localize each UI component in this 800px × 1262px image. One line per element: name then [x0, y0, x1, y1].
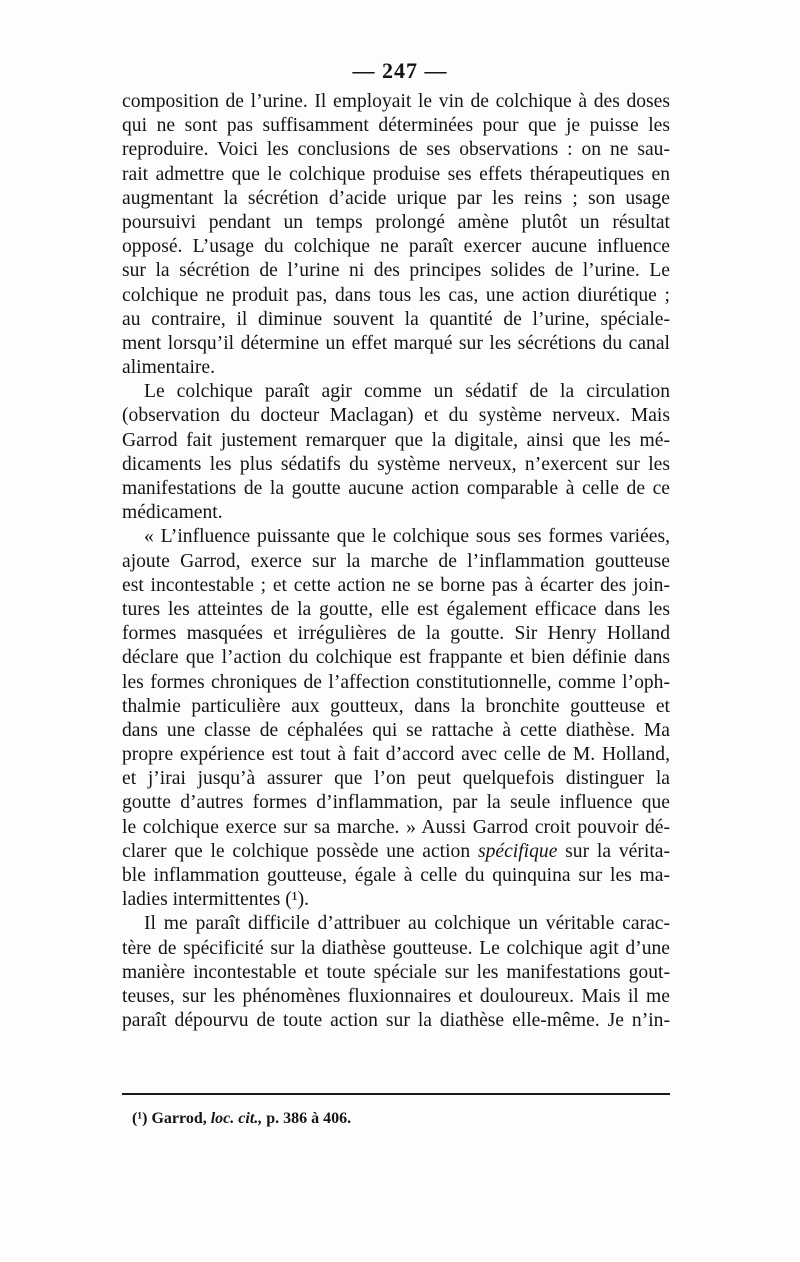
- text-line: Garrod fait justement remarquer que la digitale, ainsi que les mé-: [122, 429, 670, 451]
- text-line: tère de spécificité sur la diathèse goutteuse. Le colchique agit d’une: [122, 937, 670, 959]
- text-line: et j’irai jusqu’à assurer que l’on peut quelquefois distinguer la: [122, 768, 670, 790]
- text-line: tures les atteintes de la goutte, elle est également efficace dans les: [122, 598, 670, 620]
- text-line: teuses, sur les phénomènes fluxionnaires et douloureux. Mais il me: [122, 985, 670, 1007]
- text-line: Le colchique paraît agir comme un sédatif de la circulation: [144, 381, 670, 403]
- paragraph: [122, 525, 670, 912]
- page-number: — 247 —: [352, 58, 448, 83]
- footnote-marker: (¹): [132, 1110, 148, 1127]
- text-line: ment lorsqu’il détermine un effet marqué sur les sécrétions du canal: [122, 332, 670, 354]
- text-line: les formes chroniques de l’affection constitutionnelle, comme l’oph-: [122, 671, 670, 693]
- text-line: manifestations de la goutte aucune action comparable à celle de ce: [122, 478, 670, 499]
- text-line: au contraire, il diminue souvent la quantité de l’urine, spéciale-: [122, 308, 670, 330]
- text-line: reproduire. Voici les conclusions de ses observations : on ne sau-: [122, 139, 670, 161]
- text-line: rait admettre que le colchique produise ses effets thérapeutiques en: [122, 163, 670, 185]
- text-line: propre expérience est tout à fait d’accord avec celle de M. Holland,: [122, 744, 670, 766]
- text-line: goutte d’autres formes d’inflammation, par la seule influence que: [122, 792, 670, 814]
- text-line: formes masquées et irrégulières de la goutte. Sir Henry Holland: [122, 623, 670, 645]
- text-line: ladies intermittentes (¹).: [122, 889, 310, 911]
- text-line: Il me paraît difficile d’attribuer au colchique un véritable carac-: [144, 913, 670, 935]
- text-line: thalmie particulière aux goutteux, dans la bronchite goutteuse et: [122, 695, 670, 717]
- text-line: « L’influence puissante que le colchique sous ses formes variées,: [144, 526, 670, 548]
- text-line: (observation du docteur Maclagan) et du système nerveux. Mais: [122, 405, 670, 427]
- footnote: [132, 1110, 351, 1128]
- text-line: poursuivi pendant un temps prolongé amène plutôt un résultat: [122, 211, 670, 233]
- body-text: [122, 90, 670, 1033]
- text-line: déclare que l’action du colchique est frappante et bien définie dans: [122, 647, 670, 669]
- text-line: qui ne sont pas suffisamment déterminées pour que je puisse les: [122, 115, 670, 137]
- text-line: composition de l’urine. Il employait le vin de colchique à des doses: [122, 91, 670, 112]
- text-line: dans une classe de céphalées qui se rattache à cette diathèse. Ma: [122, 719, 670, 741]
- footnote-pages: p. 386 à 406.: [266, 1110, 352, 1127]
- paragraph: [122, 380, 670, 525]
- paragraph: [122, 912, 670, 1033]
- text-line: le colchique exerce sur sa marche. » Aussi Garrod croit pouvoir dé-: [122, 816, 670, 838]
- text-line: manière incontestable et toute spéciale sur les manifestations gout-: [122, 961, 670, 983]
- text-line: ble inflammation goutteuse, égale à celle du quinquina sur les ma-: [122, 865, 670, 886]
- text-line: augmentant la sécrétion d’acide urique par les reins ; son usage: [122, 187, 670, 209]
- text-line: paraît dépourvu de toute action sur la diathèse elle-même. Je n’in-: [122, 1010, 670, 1032]
- text-line: ajoute Garrod, exerce sur la marche de l’inflammation goutteuse: [122, 550, 670, 572]
- footnote-divider: [122, 1093, 670, 1095]
- paragraph: [122, 90, 670, 380]
- text-line: opposé. L’usage du colchique ne paraît exercer aucune influence: [122, 236, 670, 258]
- text-line: médicament.: [122, 502, 223, 524]
- text-line: est incontestable ; et cette action ne se borne pas à écarter des join-: [122, 574, 670, 596]
- text-line: dicaments les plus sédatifs du système nerveux, n’exercent sur les: [122, 453, 670, 475]
- footnote-author: Garrod,: [151, 1110, 207, 1127]
- text-line: colchique ne produit pas, dans tous les cas, une action diurétique ;: [122, 284, 670, 306]
- footnote-reference: loc. cit.,: [210, 1110, 263, 1127]
- text-line: alimentaire.: [122, 357, 216, 379]
- text-line: clarer que le colchique possède une action spécifique sur la vérita-: [122, 840, 670, 862]
- text-line: sur la sécrétion de l’urine ni des principes solides de l’urine. Le: [122, 260, 670, 282]
